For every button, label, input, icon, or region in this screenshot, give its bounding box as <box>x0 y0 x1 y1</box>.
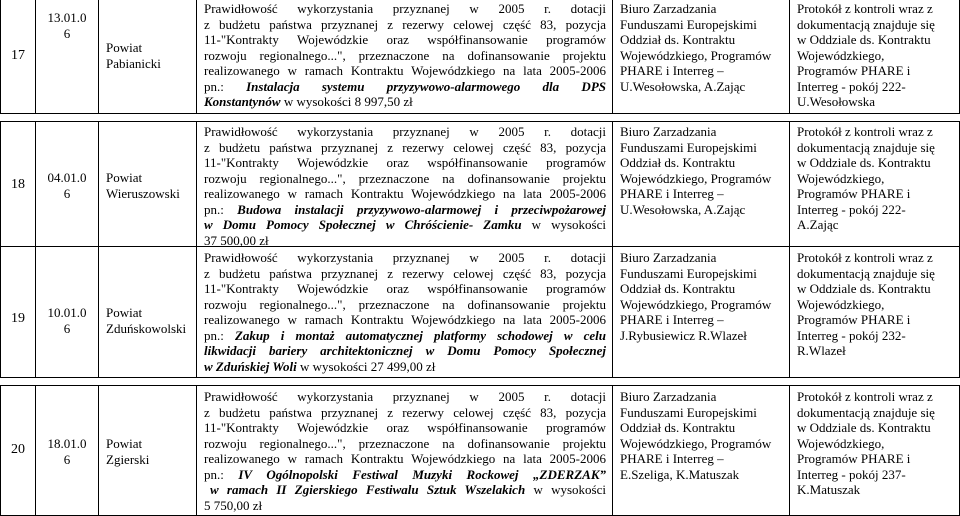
column-separator <box>612 385 613 516</box>
control-result: Protokół z kontroli wraz z dokumentacją znajduje się w Oddziale ds. Kontraktu Wojewódzkiego, Programów PHARE i Interreg - pokój 232- R.Wlazeł <box>797 250 935 358</box>
row-separator <box>0 377 960 378</box>
column-separator <box>196 0 197 113</box>
column-separator <box>35 121 36 377</box>
column-separator <box>98 121 99 377</box>
controlling-unit: Biuro Zarzadzania Funduszami Europejskimi Oddział ds. Kontraktu Wojewódzkiego, Programów PHARE i Interreg – E.Szeliga, K.Matuszak <box>620 389 772 482</box>
control-subject: Prawidłowość wykorzystania przyznanej w 2005 r. dotacji z budżetu państwa przyznanej z rezerwy celowej część 83, pozycja 11-"Kontrakty Wojewódzkie oraz współfinansowanie programów rozwoju regionalnego...", przeznaczone na dofinansowanie projektu realizowanego w ramach Kontraktu Wojewódzkiego na lata 2005-2006 pn.: Budowa instalacji przyzywowo-alarmowej i przeciwpożarowej w Domu Pomocy Społecznej w Chróścienie- Zamku w wysokości 37 500,00 zł <box>204 124 606 248</box>
row-number: 17 <box>11 48 25 63</box>
control-date: 04.01.0 6 <box>47 170 87 201</box>
row-separator <box>0 113 960 114</box>
column-separator <box>0 121 1 377</box>
column-separator <box>196 121 197 377</box>
control-date: 18.01.0 6 <box>47 436 87 467</box>
column-separator <box>789 121 790 377</box>
column-separator <box>98 385 99 516</box>
control-date: 10.01.0 6 <box>47 305 87 336</box>
row-number: 20 <box>11 442 25 457</box>
audited-entity: Powiat Zgierski <box>106 436 150 467</box>
column-separator <box>98 0 99 113</box>
control-subject: Prawidłowość wykorzystania przyznanej w 2005 r. dotacji z budżetu państwa przyznanej z rezerwy celowej część 83, pozycja 11-"Kontrakty Wojewódzkie oraz współfinansowanie programów rozwoju regionalnego...", przeznaczone na dofinansowanie projektu realizowanego w ramach Kontraktu Wojewódzkiego na lata 2005-2006 pn.: IV Ogólnopolski Festiwal Muzyki Rockowej „ZDERZAK” w ramach II Zgierskiego Festiwalu Sztuk Wszelakich w wysokości 5 750,00 zł <box>204 389 606 513</box>
controlling-unit: Biuro Zarzadzania Funduszami Europejskimi Oddział ds. Kontraktu Wojewódzkiego, Programów PHARE i Interreg – J.Rybusiewicz R.Wlazeł <box>620 250 772 343</box>
column-separator <box>612 0 613 113</box>
audited-entity: Powiat Zduńskowolski <box>106 305 187 336</box>
control-result: Protokół z kontroli wraz z dokumentacją znajduje się w Oddziale ds. Kontraktu Wojewódzkiego, Programów PHARE i Interreg - pokój 237- K.Matuszak <box>797 389 935 497</box>
control-result: Protokół z kontroli wraz z dokumentacją znajduje się w Oddziale ds. Kontraktu Wojewódzkiego, Programów PHARE i Interreg - pokój 222- A.Zając <box>797 124 935 232</box>
audited-entity: Powiat Wieruszowski <box>106 170 180 201</box>
control-subject: Prawidłowość wykorzystania przyznanej w 2005 r. dotacji z budżetu państwa przyznanej z rezerwy celowej część 83, pozycja 11-"Kontrakty Wojewódzkie oraz współfinansowanie programów rozwoju regionalnego...", przeznaczone na dofinansowanie projektu realizowanego w ramach Kontraktu Wojewódzkiego na lata 2005-2006 pn.: Instalacja systemu przyzywowo-alarmowego dla DPS Konstantynów w wysokości 8 997,50 zł <box>204 1 606 109</box>
column-separator <box>789 0 790 113</box>
column-separator <box>196 385 197 516</box>
row-separator <box>0 121 960 122</box>
control-result: Protokół z kontroli wraz z dokumentacją znajduje się w Oddziale ds. Kontraktu Wojewódzkiego, Programów PHARE i Interreg - pokój 222- U.Wesołowska <box>797 1 935 109</box>
controlling-unit: Biuro Zarzadzania Funduszami Europejskimi Oddział ds. Kontraktu Wojewódzkiego, Programów PHARE i Interreg – U.Wesołowska, A.Zając <box>620 1 772 94</box>
control-subject: Prawidłowość wykorzystania przyznanej w 2005 r. dotacji z budżetu państwa przyznanej z rezerwy celowej część 83, pozycja 11-"Kontrakty Wojewódzkie oraz współfinansowanie programów rozwoju regionalnego...", przeznaczone na dofinansowanie projektu realizowanego w ramach Kontraktu Wojewódzkiego na lata 2005-2006 pn.: Zakup i montaż automatycznej platformy schodowej w celu likwidacji bariery architektonicznej w Domu Pomocy Społecznej w Zduńskiej Woli w wysokości 27 499,00 zł <box>204 250 606 374</box>
row-separator <box>0 385 960 386</box>
control-date: 13.01.0 6 <box>47 10 87 41</box>
audited-entity: Powiat Pabianicki <box>106 40 161 71</box>
row-number: 18 <box>11 177 25 192</box>
column-separator <box>789 385 790 516</box>
controlling-unit: Biuro Zarzadzania Funduszami Europejskimi Oddział ds. Kontraktu Wojewódzkiego, Programów PHARE i Interreg – U.Wesołowska, A.Zając <box>620 124 772 217</box>
row-number: 19 <box>11 311 25 326</box>
column-separator <box>612 121 613 377</box>
